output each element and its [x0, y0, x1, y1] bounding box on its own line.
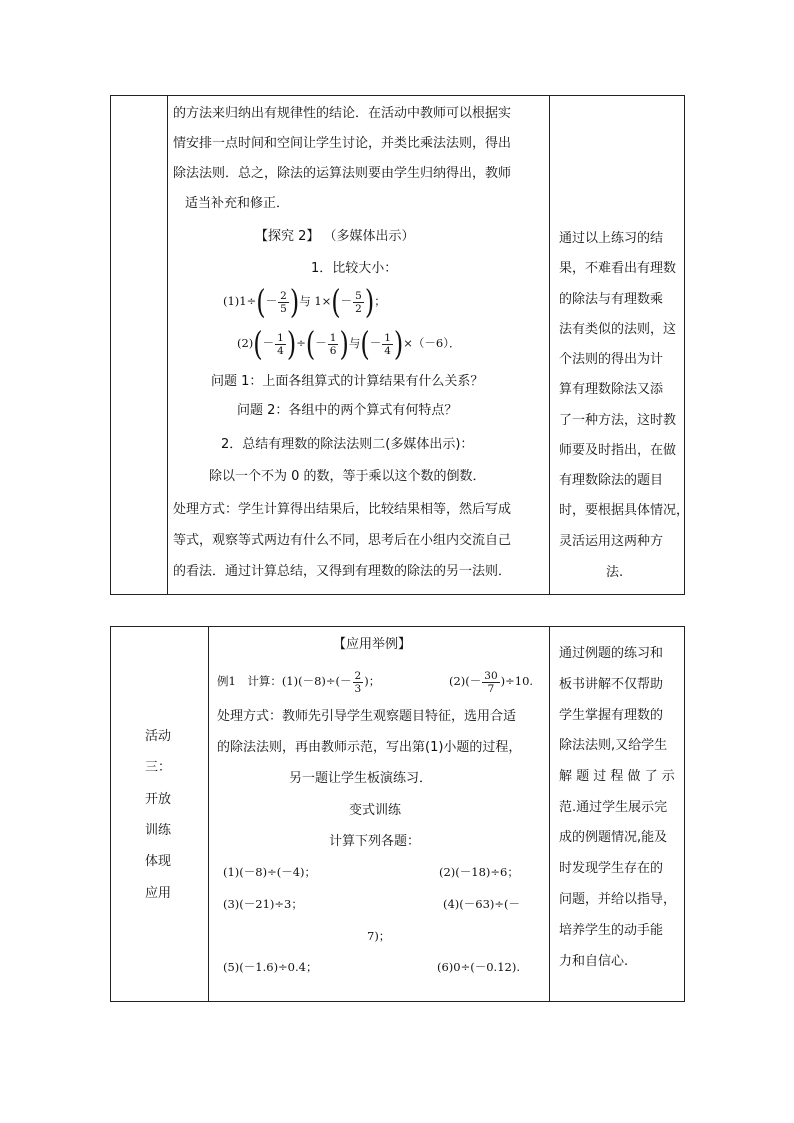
top-note-2: 果，不难看出有理数	[559, 261, 677, 276]
top-note-11: 灵活运用这两种方	[559, 534, 664, 549]
bottom-note-1: 通过例题的练习和	[559, 646, 664, 661]
example-1: 例1 计算：(1)(－8)÷(－ $\frac{2}{3}$ )；	[217, 669, 381, 695]
rule-text: 除以一个不为 0 的数，等于乘以这个数的倒数．	[209, 469, 486, 484]
question-1: 问题 1：上面各组算式的计算结果有什么关系？	[211, 374, 484, 389]
handling-line-1: 处理方式：学生计算得出结果后，比较结果相等，然后写成	[173, 502, 512, 517]
example-part-2: (2)(－ $\frac{30}{7}$ )÷10.	[449, 669, 534, 695]
handling-line-2: 的除法法则，再由教师示范，写出第(1)小题的过程，	[217, 740, 522, 755]
bottom-note-6: 范.通过学生展示完	[559, 800, 668, 815]
problem-5: (5)(－1.6)÷0.4；	[223, 960, 318, 974]
col-divider-1	[208, 627, 209, 1001]
handling-line-3: 的看法．通过计算总结，又得到有理数的除法的另一法则．	[173, 564, 512, 579]
top-note-3: 的除法与有理数乘	[559, 292, 664, 307]
bottom-note-5: 解 题 过 程 做 了 示	[559, 769, 675, 784]
problem-2: (2)(－18)÷6；	[439, 865, 519, 879]
top-note-9: 有理数除法的题目	[559, 473, 664, 488]
col-divider-1	[167, 96, 168, 594]
bottom-note-7: 成的例题情况,能及	[559, 830, 668, 845]
body-line-3: 除法法则．总之，除法的运算法则要由学生归纳得出，教师	[173, 166, 512, 181]
body-line-1: 的方法来归纳出有规律性的结论．在活动中教师可以根据实	[173, 106, 512, 121]
top-note-10: 时，要根据具体情况，	[559, 503, 690, 518]
activity-line-4: 训练	[145, 823, 172, 838]
col-divider-2	[549, 96, 550, 594]
col-divider-2	[549, 627, 550, 1001]
problem-1: (1)(－8)÷(－4)；	[223, 865, 317, 879]
top-note-5: 个法则的得出为计	[559, 352, 664, 367]
top-note-4: 法有类似的法则，这	[559, 322, 677, 337]
problem-3: (3)(－21)÷3；	[223, 897, 303, 911]
compare-title: 1．比较大小：	[311, 261, 398, 276]
explore-title: 【探究 2】 （多媒体出示）	[255, 229, 415, 244]
activity-line-6: 应用	[145, 886, 172, 901]
expression-2: (2)(－ $\frac{1}{4}$ )÷(－ $\frac{1}{6}$ )与(－ $\frac{1}{4}$ )×（－6）．	[237, 325, 461, 363]
expression-1: (1)1÷(－ $\frac{2}{5}$ )与 1×(－ $\frac{5}{2}$ )；	[223, 283, 386, 321]
top-note-12: 法.	[606, 565, 624, 580]
bottom-note-11: 力和自信心.	[559, 954, 629, 969]
problem-4: (4)(－63)÷(－	[443, 897, 521, 911]
calc-title: 计算下列各题：	[329, 834, 421, 849]
bottom-note-4: 除法法则,又给学生	[559, 738, 668, 753]
body-line-2: 情安排一点时间和空间让学生讨论，并类比乘法法则，得出	[173, 136, 512, 151]
bottom-note-10: 培养学生的动手能	[559, 923, 664, 938]
bottom-note-8: 时发现学生存在的	[559, 861, 664, 876]
top-note-1: 通过以上练习的结	[559, 231, 664, 246]
variant-title: 变式训练	[349, 803, 402, 818]
top-note-7: 了一种方法，这时教	[559, 413, 677, 428]
handling-line-2: 等式，观察等式两边有什么不同，思考后在小组内交流自己	[173, 533, 512, 548]
bottom-note-3: 学生掌握有理数的	[559, 708, 664, 723]
problem-4-cont: 7)；	[367, 929, 391, 943]
handling-line-3: 另一题让学生板演练习．	[289, 771, 433, 786]
app-title: 【应用举例】	[333, 637, 412, 652]
rule-title: 2．总结有理数的除法法则二(多媒体出示)：	[221, 437, 474, 452]
activity-line-3: 开放	[145, 792, 172, 807]
bottom-table	[110, 626, 685, 1002]
activity-line-5: 体现	[145, 854, 172, 869]
activity-line-2: 三：	[145, 760, 172, 775]
top-note-6: 算有理数除法又添	[559, 382, 664, 397]
bottom-note-9: 问题，并给以指导，	[559, 892, 677, 907]
activity-line-1: 活动	[145, 729, 172, 744]
body-line-4: 适当补充和修正．	[185, 196, 290, 211]
top-table	[110, 95, 690, 595]
bottom-note-2: 板书讲解不仅帮助	[559, 677, 664, 692]
handling-line-1: 处理方式：教师先引导学生观察题目特征，选用合适	[217, 709, 517, 724]
top-note-8: 师要及时指出，在做	[559, 443, 677, 458]
question-2: 问题 2：各组中的两个算式有何特点？	[237, 403, 458, 418]
problem-6: (6)0÷(－0.12).	[437, 960, 520, 974]
